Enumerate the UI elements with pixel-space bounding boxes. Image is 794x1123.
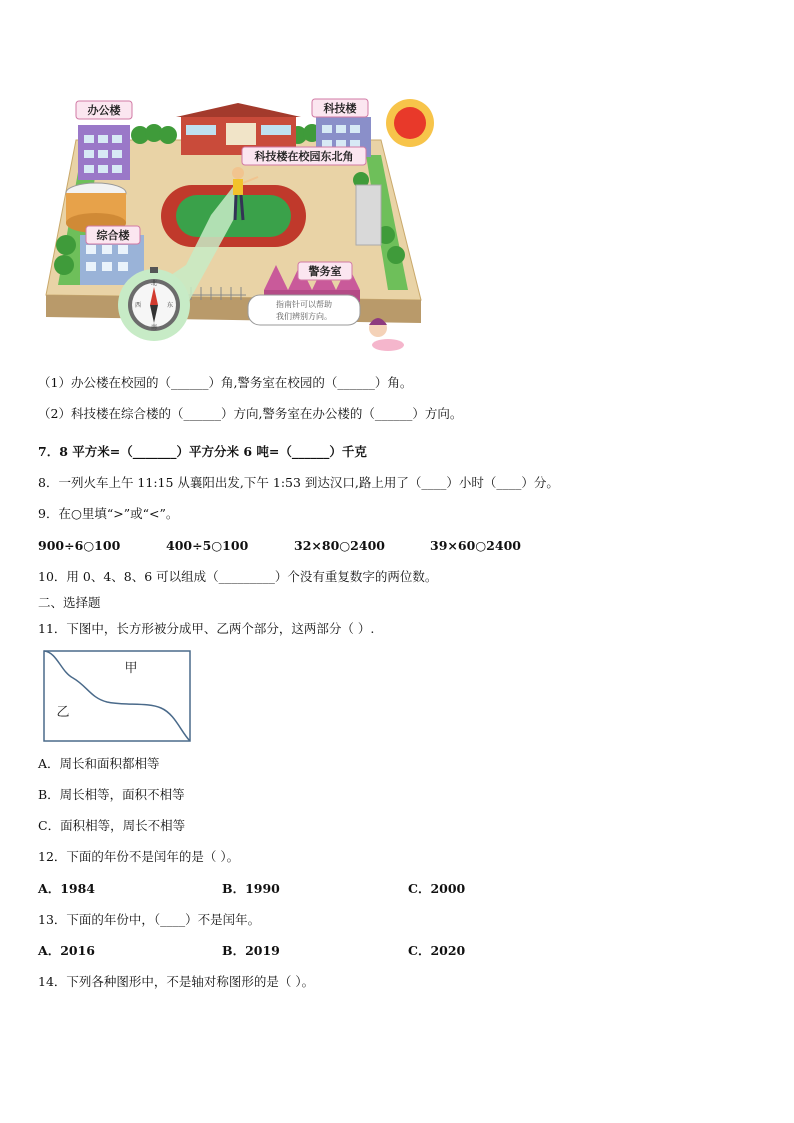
q14: 14．下列各种图形中，不是轴对称图形的是（ ）。 [38,974,315,989]
outer-rectangle [44,651,190,741]
rectangle-split-figure [43,650,191,742]
region-label-yi: 乙 [56,705,70,720]
compass-east-label: 东 [166,302,174,309]
campus-map-illustration [36,95,436,357]
svg-text:警务室: 警务室 [308,265,342,278]
svg-text:科技楼: 科技楼 [323,102,357,115]
q13-option-a: A．2016 [38,943,95,958]
girl-figure [369,318,404,351]
q9-item: 32×80○2400 [294,538,385,553]
side-building [356,185,381,245]
label-tech [312,99,368,117]
q11-option-c: C．面积相等，周长不相等 [38,818,186,833]
label-general [86,226,140,244]
dividing-curve [44,651,190,741]
q11: 11．下图中，长方形被分成甲、乙两个部分，这两部分（ ）. [38,621,375,636]
svg-text:科技楼在校园东北角: 科技楼在校园东北角 [254,150,354,163]
q10: 10．用 0、4、8、6 可以组成（_________）个没有重复数字的两位数。 [38,569,438,584]
q12-option-a: A．1984 [38,881,95,896]
region-label-jia: 甲 [124,661,138,676]
q13: 13．下面的年份中，（____）不是闰年。 [38,912,261,927]
sun-icon [386,99,434,147]
q9-item: 900÷6○100 [38,538,121,553]
svg-text:综合楼: 综合楼 [96,229,130,242]
office-building [78,125,130,180]
q11-option-a: A．周长和面积都相等 [38,756,160,771]
tip-line-1: 指南针可以帮助 [276,300,332,309]
q13-option-b: B．2019 [222,943,280,958]
q9: 9．在○里填“>”或“<”。 [38,506,179,521]
svg-text:办公楼: 办公楼 [87,104,121,117]
label-speech [242,147,366,165]
q9-item: 400÷5○100 [166,538,249,553]
section-heading: 二、选择题 [38,595,101,610]
compass-south-label: 南 [150,324,158,331]
q12-option-b: B．1990 [222,881,280,896]
q12: 12．下面的年份不是闰年的是（ ）。 [38,849,240,864]
label-police [298,262,352,280]
q13-option-c: C．2020 [408,943,466,958]
q12-option-c: C．2000 [408,881,466,896]
compass-north-label: 北 [150,280,158,287]
q7: 7．8 平方米=（_______）平方分米 6 吨=（______）千克 [38,444,367,459]
q6-sub2: （2）科技楼在综合楼的（______）方向,警务室在办公楼的（______）方向。 [38,406,463,421]
q11-option-b: B．周长相等，面积不相等 [38,787,185,802]
q9-item: 39×60○2400 [430,538,521,553]
tip-bubble [248,295,360,325]
q8: 8．一列火车上午 11:15 从襄阳出发,下午 1:53 到达汉口,路上用了（____）小时（____）分。 [38,475,559,490]
compass-west-label: 西 [134,302,142,309]
q6-sub1: （1）办公楼在校园的（______）角,警务室在校园的（______）角。 [38,375,413,390]
tip-line-2: 我们辨别方向。 [276,312,332,321]
label-office [76,101,132,119]
